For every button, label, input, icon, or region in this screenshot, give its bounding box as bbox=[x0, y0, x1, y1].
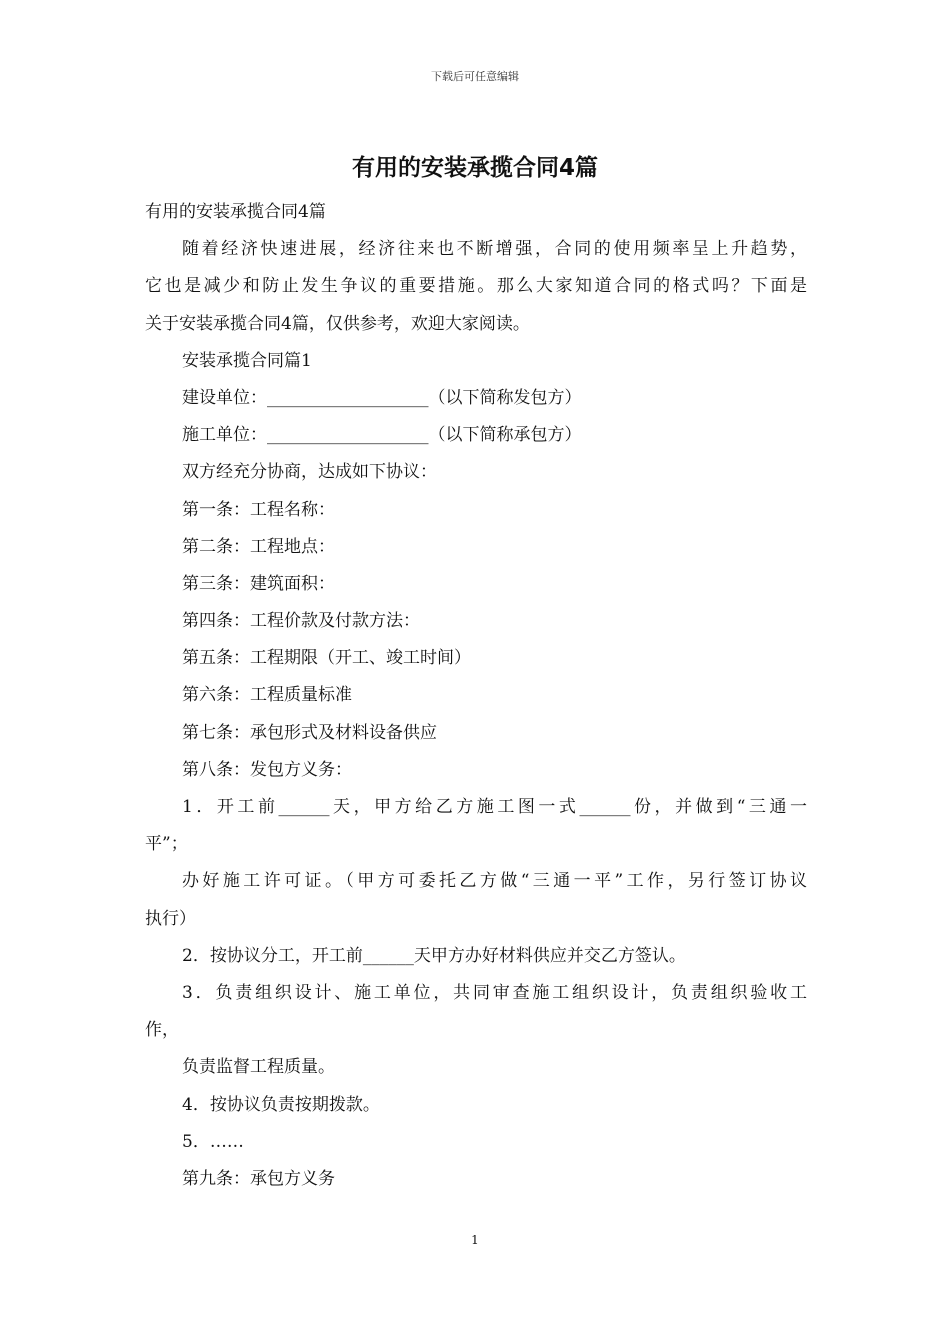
list-item-line: 4．按协议负责按期拨款。 bbox=[182, 1094, 380, 1115]
paragraph-line: 办好施工许可证。（甲方可委托乙方做“三通一平”工作，另行签订协议 bbox=[182, 871, 807, 892]
list-item-line: 5．…… bbox=[182, 1131, 244, 1152]
page-number: 1 bbox=[471, 1233, 479, 1247]
paragraph-line: 它也是减少和防止发生争议的重要措施。那么大家知道合同的格式吗？下面是 bbox=[145, 276, 807, 297]
party-line: 建设单位：___________________（以下简称发包方） bbox=[182, 387, 582, 408]
clause-line: 第五条：工程期限（开工、竣工时间） bbox=[182, 648, 471, 669]
paragraph-line: 关于安装承揽合同4篇，仅供参考，欢迎大家阅读。 bbox=[145, 313, 530, 334]
subtitle-line: 有用的安装承揽合同4篇 bbox=[145, 202, 326, 222]
clause-line: 第二条：工程地点： bbox=[182, 536, 335, 557]
clause-line: 第七条：承包形式及材料设备供应 bbox=[182, 722, 437, 743]
clause-line: 第六条：工程质量标准 bbox=[182, 685, 352, 706]
clause-line: 第三条：建筑面积： bbox=[182, 573, 335, 594]
paragraph-line: 双方经充分协商，达成如下协议： bbox=[182, 462, 437, 483]
paragraph-line: 执行） bbox=[145, 908, 196, 929]
paragraph-line: 负责监督工程质量。 bbox=[182, 1057, 335, 1078]
header-note: 下载后可任意编辑 bbox=[431, 70, 519, 83]
list-item-line: 2．按协议分工，开工前______天甲方办好材料供应并交乙方签认。 bbox=[182, 945, 686, 966]
clause-line: 第四条：工程价款及付款方法： bbox=[182, 611, 420, 632]
document-body bbox=[145, 199, 807, 1203]
list-item-line: 1．开工前______天，甲方给乙方施工图一式______份，并做到“三通一 bbox=[182, 797, 807, 817]
document-title: 有用的安装承揽合同4篇 bbox=[351, 155, 598, 181]
paragraph-line: 随着经济快速进展，经济往来也不断增强，合同的使用频率呈上升趋势， bbox=[182, 239, 807, 260]
section-heading: 安装承揽合同篇1 bbox=[182, 350, 312, 371]
clause-line: 第九条：承包方义务 bbox=[182, 1168, 335, 1189]
list-item-line: 作， bbox=[145, 1020, 179, 1041]
party-line: 施工单位：___________________（以下简称承包方） bbox=[182, 425, 582, 446]
clause-line: 第一条：工程名称： bbox=[182, 499, 335, 520]
list-item-line: 3．负责组织设计、施工单位，共同审查施工组织设计，负责组织验收工 bbox=[182, 982, 807, 1003]
list-item-line: 平”； bbox=[145, 834, 188, 855]
clause-line: 第八条：发包方义务： bbox=[182, 759, 352, 780]
